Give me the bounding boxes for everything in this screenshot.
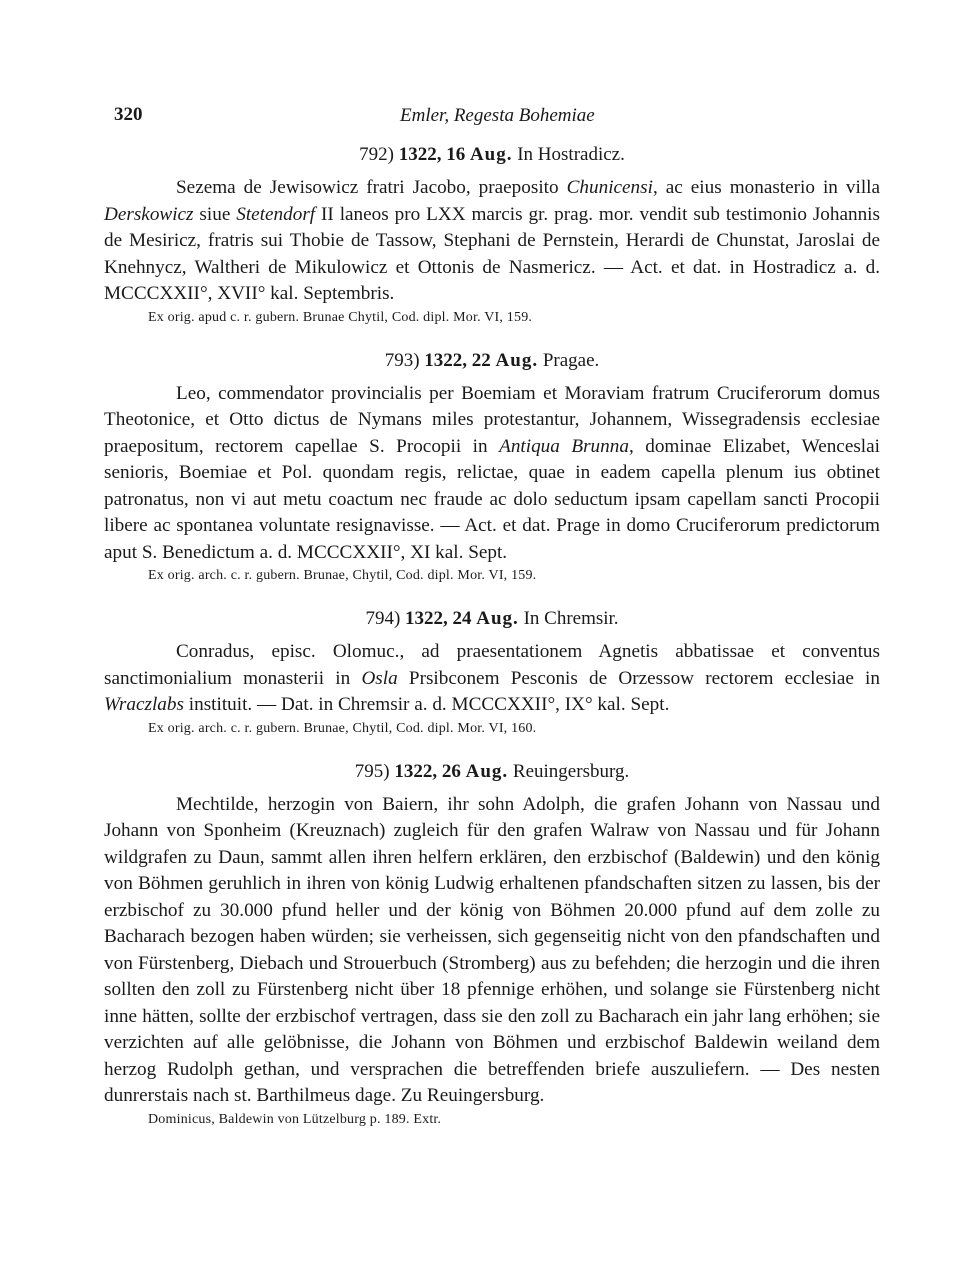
body-text: Prsibconem Pesconis de Orzessow rectorem ecclesiae in bbox=[397, 667, 880, 689]
regesta-entries bbox=[104, 144, 880, 1128]
body-text: II laneos pro LXX marcis gr. prag. mor. vendit sub testimonio Johannis de Mesiricz, fratris sui Thobie de Tassow, Stephani de Pernstein, Herardi de Chunstat, Jaroslai de Knehnycz, Waltheri de Mikulowicz et Ottonis de Nasmericz. — Act. et dat. in Hostradicz a. d. MCCCXXII°, XVII° kal. Septembris. bbox=[104, 203, 880, 304]
entry-place: Pragae. bbox=[542, 349, 600, 371]
entry-date: 1322, 24 bbox=[405, 608, 472, 629]
body-text: Leo, commendator provincialis per Boemiam et Moraviam fratrum Cruciferorum domus Theotonice, et Otto dictus de Nymans miles protestantur, Johannem, Wissegradensis ecclesiae praepositum, rectorem capellae S. Procopii in bbox=[104, 382, 880, 457]
entry-date: 1322, 16 bbox=[398, 144, 466, 165]
entry-place: In Chremsir. bbox=[523, 608, 619, 629]
running-title: Emler, Regesta Bohemiae bbox=[400, 105, 595, 126]
source-citation: Ex orig. arch. c. r. gubern. Brunae, Chytil, Cod. dipl. Mor. VI, 160. bbox=[148, 720, 537, 736]
body-text: instituit. — Dat. in Chremsir a. d. MCCCXXII°, IX° kal. Sept. bbox=[183, 694, 670, 715]
entry-heading bbox=[104, 761, 880, 783]
entry-number: 793) bbox=[384, 349, 420, 371]
body-text: Sezema de Jewisowicz fratri Jacobo, praeposito bbox=[176, 177, 567, 198]
regesta-entry bbox=[104, 144, 880, 326]
entry-number: 795) bbox=[354, 760, 390, 782]
source-citation: Ex orig. arch. c. r. gubern. Brunae, Chytil, Cod. dipl. Mor. VI, 159. bbox=[148, 568, 537, 583]
entry-heading bbox=[104, 144, 880, 166]
regesta-entry bbox=[104, 761, 880, 1128]
entry-place: Reuingersburg. bbox=[512, 760, 630, 782]
entry-heading bbox=[104, 608, 880, 630]
document-page bbox=[104, 96, 880, 1152]
italic-place-name: Antiqua Brunna bbox=[499, 435, 629, 457]
entry-place: In Hostradicz. bbox=[517, 144, 625, 165]
running-head bbox=[104, 96, 880, 132]
entry-month: Aug. bbox=[469, 144, 513, 165]
entry-body bbox=[104, 381, 880, 567]
entry-heading bbox=[104, 350, 880, 372]
entry-month: Aug. bbox=[476, 608, 519, 629]
source-citation: Ex orig. apud c. r. gubern. Brunae Chytil, Cod. dipl. Mor. VI, 159. bbox=[148, 309, 533, 325]
body-text: siue bbox=[193, 203, 237, 225]
entry-month: Aug. bbox=[465, 760, 509, 782]
italic-place-name: Derskowicz bbox=[104, 203, 194, 225]
regesta-entry bbox=[104, 608, 880, 737]
regesta-entry bbox=[104, 350, 880, 585]
italic-place-name: Wraczlabs bbox=[104, 694, 184, 715]
entry-month: Aug. bbox=[495, 349, 539, 371]
source-citation: Dominicus, Baldewin von Lützelburg p. 189. Extr. bbox=[148, 1111, 442, 1127]
italic-place-name: Stetendorf bbox=[236, 203, 316, 225]
body-text: Conradus, episc. Olomuc., ad praesentationem Agnetis abbatissae et conventus sanctimonialium monasterii in bbox=[104, 641, 880, 689]
body-text: Mechtilde, herzogin von Baiern, ihr sohn Adolph, die grafen Johann von Nassau und Johann von Sponheim (Kreuznach) zugleich für den grafen Walraw von Nassau und für Johann wildgrafen zu Daun, sammt allen ihren helfern erklären, den erzbischof (Baldewin) und den könig von Böhmen geruhlich in ihren von könig Ludwig erhaltenen pfandschaften sitzen zu lassen, bis der erzbischof zu 30.000 pfund heller und der könig von Böhmen 20.000 pfund auf dem zolle zu Bacharach bezogen haben würden; sie verheissen, sich gegenseitig nicht von den pfandschaften und von Fürstenberg, Diebach und Strouerbuch (Stromberg) aus zu befehden; die herzogin und die ihren sollten den zoll zu Fürstenberg nicht über 18 pfennige erhöhen, und solange sie Fürstenberg nicht inne hätten, sollte der erzbischof vertragen, dass sie den zoll zu Bacharach ein jahr lang erhöhen; sie verzichten auf alle gelöbnisse, die Johann von Böhmen und erzbischof Baldewin weiland dem herzog Rudolph gethan, und versprachen die betreffenden briefe auszuliefern. — Des nesten dunrerstais nach st. Barthilmeus dage. Zu Reuingersburg. bbox=[104, 793, 880, 1106]
italic-place-name: Chunicensi bbox=[566, 177, 653, 198]
entry-body bbox=[104, 639, 880, 719]
page-number: 320 bbox=[114, 104, 143, 125]
body-text: , dominae Elizabet, Wenceslai senioris, Boemiae et Pol. quondam regis, relictae, quae in eadem capella plenum ius obtinet patronatus, non vi aut metu coactum nec fraude ac dolo seductum ipsam capellam sancti Procopii libere ac spontanea voluntate resignavisse. — Act. et dat. Prage in domo Cruciferorum predictorum aput S. Benedictum a. d. MCCCXXII°, XI kal. Sept. bbox=[104, 435, 880, 563]
italic-place-name: Osla bbox=[361, 667, 398, 689]
entry-number: 794) bbox=[365, 608, 401, 629]
body-text: , ac eius monasterio in villa bbox=[652, 177, 880, 198]
entry-body bbox=[104, 792, 880, 1110]
entry-body bbox=[104, 175, 880, 308]
entry-date: 1322, 26 bbox=[394, 760, 461, 782]
entry-date: 1322, 22 bbox=[424, 349, 491, 371]
entry-number: 792) bbox=[359, 144, 394, 165]
